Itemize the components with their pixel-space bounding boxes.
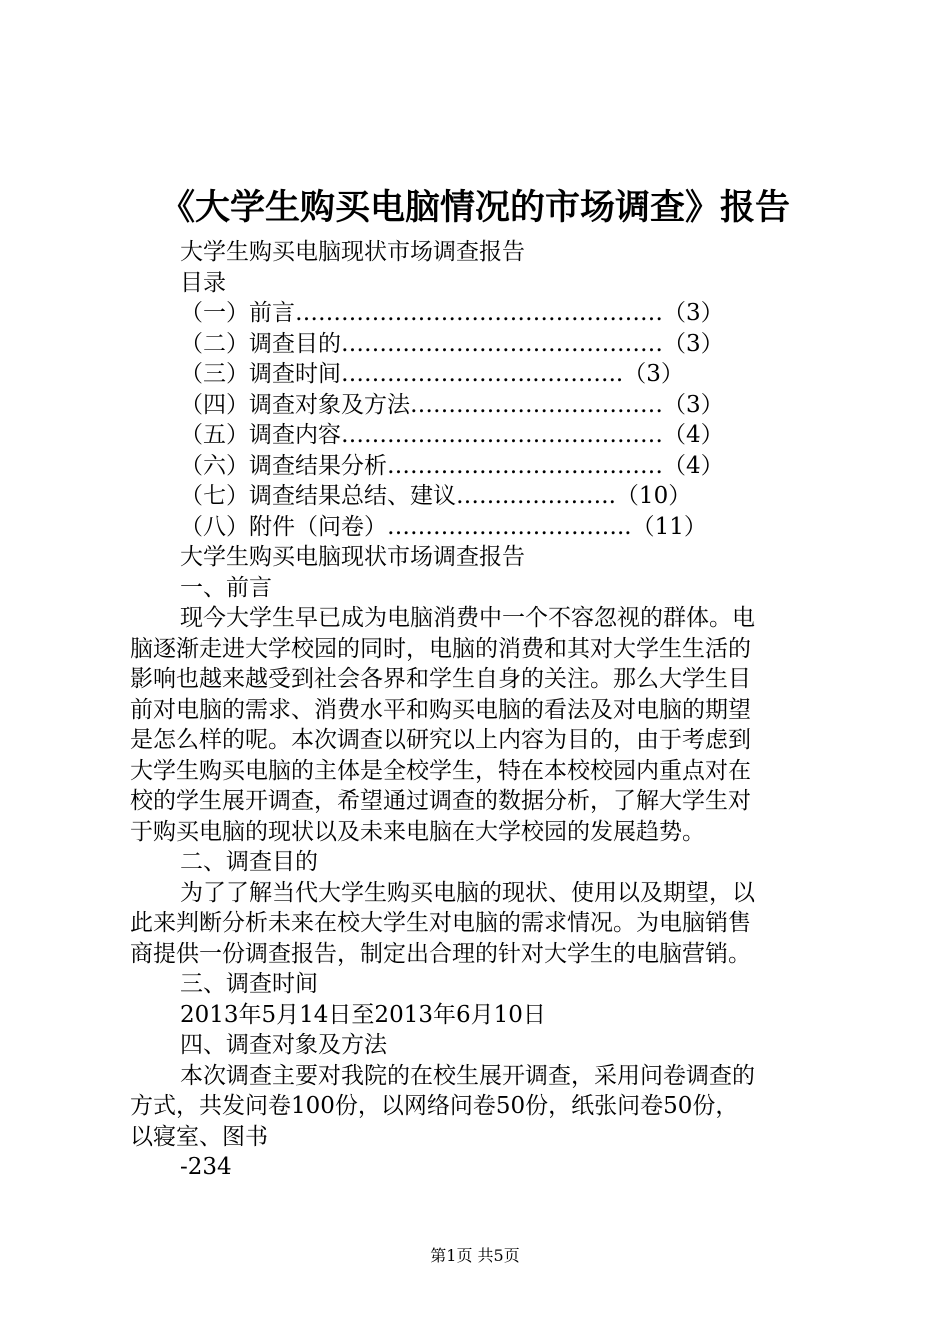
toc-item: （三）调查时间……………………..………..（3） (180, 361, 684, 387)
toc-item: （四）调查对象及方法……………………………（3） (180, 391, 724, 418)
section-heading: 二、调查目的 (180, 849, 318, 875)
paragraph-line: 此来判断分析未来在校大学生对电脑的需求情况。为电脑销售 (130, 910, 751, 936)
section-heading: 三、调查时间 (180, 971, 318, 997)
section-heading: 一、前言 (180, 574, 272, 601)
paragraph-line: 现今大学生早已成为电脑消费中一个不容忽视的群体。电 (180, 605, 755, 631)
toc-item: （一）前言…………………………………………（3） (180, 300, 724, 326)
page-footer: 第1页 共5页 (430, 1246, 520, 1265)
toc-item: （七）调查结果总结、建议…….…………..（10） (180, 483, 692, 509)
subtitle: 大学生购买电脑现状市场调查报告 (180, 239, 525, 265)
paragraph-line: 以寝室、图书 (130, 1123, 268, 1150)
paragraph-line: 是怎么样的呢。本次调查以研究以上内容为目的，由于考虑到 (130, 727, 751, 753)
report-title: 大学生购买电脑现状市场调查报告 (180, 544, 525, 570)
toc-item: （八）附件（问卷）…………………………..（11） (180, 513, 707, 540)
toc-item: （五）调查内容……………………………………（4） (180, 422, 724, 448)
trailing-text: -234 (180, 1154, 232, 1180)
paragraph-line: 为了了解当代大学生购买电脑的现状、使用以及期望，以 (180, 879, 755, 906)
toc-item: （二）调查目的……………………………………（3） (180, 330, 724, 357)
paragraph-line: 商提供一份调查报告，制定出合理的针对大学生的电脑营销。 (130, 940, 751, 967)
toc-item: （六）调查结果分析………………………………（4） (180, 452, 724, 479)
paragraph-line: 本次调查主要对我院的在校生展开调查，采用问卷调查的 (180, 1062, 755, 1089)
paragraph-line: 校的学生展开调查，希望通过调查的数据分析，了解大学生对 (130, 788, 751, 814)
section-heading: 四、调查对象及方法 (180, 1032, 387, 1058)
document-body (130, 237, 830, 1183)
paragraph-line: 影响也越来越受到社会各界和学生自身的关注。那么大学生目 (130, 666, 751, 692)
document-title: 《大学生购买电脑情况的市场调查》报告 (159, 187, 790, 228)
paragraph-line: 大学生购买电脑的主体是全校学生，特在本校校园内重点对在 (130, 757, 751, 784)
paragraph-line: 方式，共发问卷100份，以网络问卷50份，纸张问卷50份， (130, 1093, 739, 1119)
date-range: 2013年5月14日至2013年6月10日 (180, 1001, 546, 1028)
paragraph-line: 脑逐渐走进大学校园的同时，电脑的消费和其对大学生生活的 (130, 635, 751, 662)
paragraph-line: 于购买电脑的现状以及未来电脑在大学校园的发展趋势。 (130, 818, 705, 845)
paragraph-line: 前对电脑的需求、消费水平和购买电脑的看法及对电脑的期望 (130, 696, 751, 723)
toc-heading: 目录 (180, 269, 226, 296)
